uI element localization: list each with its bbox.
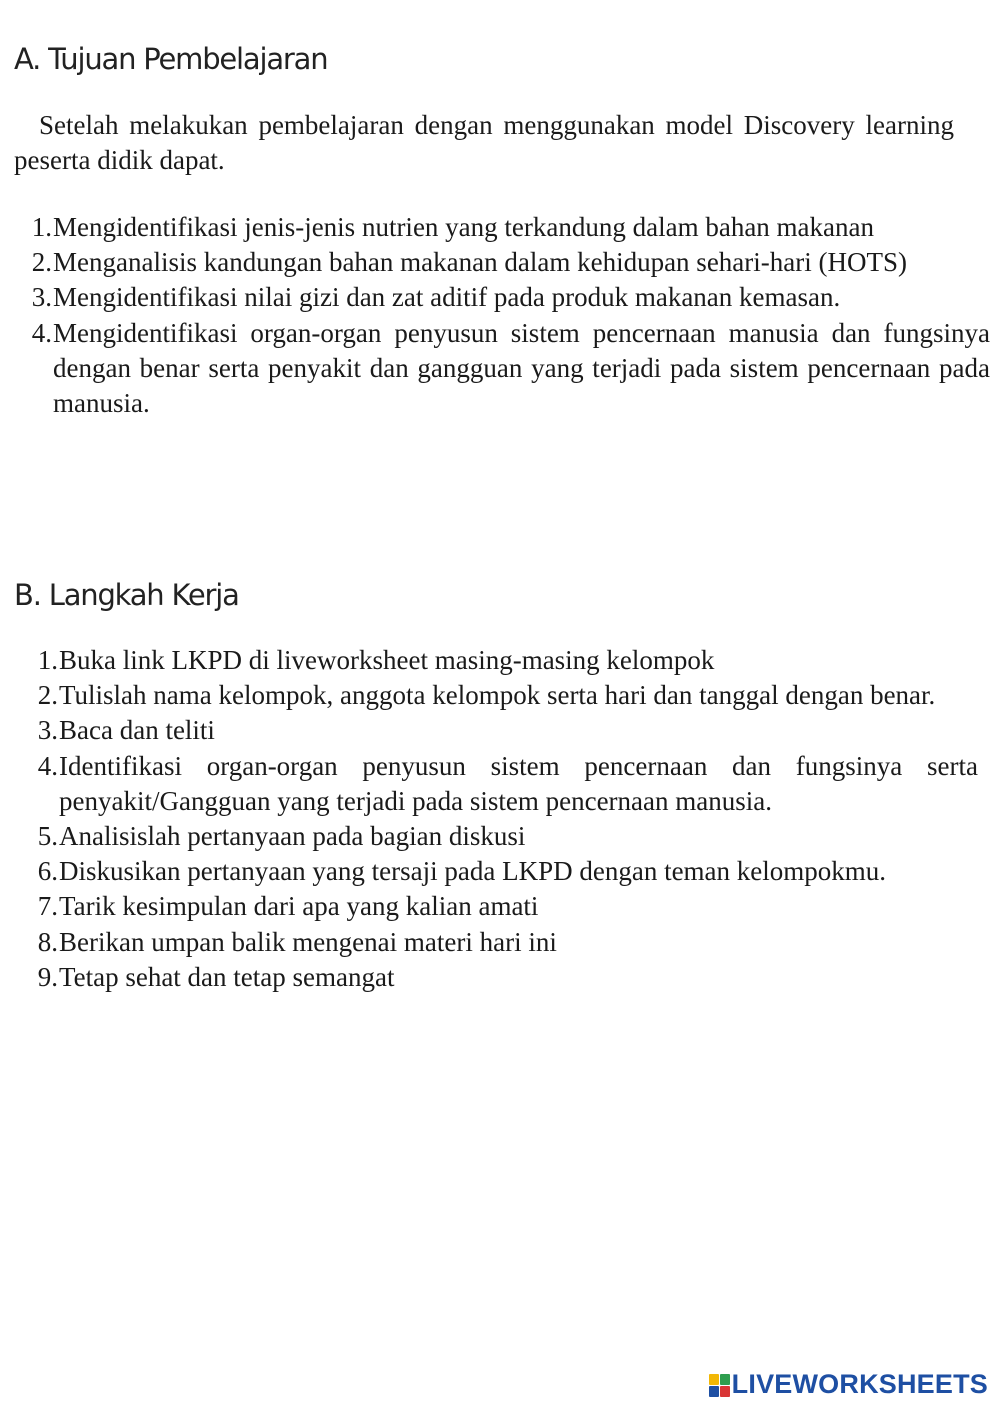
item-text: Analisislah pertanyaan pada bagian diskusi xyxy=(59,821,526,852)
item-number: 3. xyxy=(37,715,58,746)
item-number: 8. xyxy=(37,926,58,957)
item-number: 2. xyxy=(37,680,58,711)
item-text: Mengidentifikasi organ-organ penyusun sistem pencernaan manusia dan fungsinya dengan benar serta penyakit dan gangguan yang terjadi pada sistem pencernaan pada manusia. xyxy=(53,317,990,419)
logo-text: LIVEWORKSHEETS xyxy=(731,1369,988,1399)
section-a-title: A. Tujuan Pembelajaran xyxy=(14,42,328,76)
list-item xyxy=(20,925,978,960)
liveworksheets-logo-icon xyxy=(709,1374,729,1396)
item-text: Baca dan teliti xyxy=(59,715,215,746)
logo-tile-green xyxy=(720,1374,730,1385)
section-a-intro: Setelah melakukan pembelajaran dengan menggunakan model Discovery learning peserta didik dapat. xyxy=(14,110,954,175)
item-number: 1. xyxy=(31,212,52,242)
list-item xyxy=(20,316,990,422)
item-number: 4. xyxy=(31,317,52,348)
section-b-title: B. Langkah Kerja xyxy=(14,578,239,612)
item-number: 4. xyxy=(37,750,58,781)
liveworksheets-logo[interactable] xyxy=(709,1369,988,1400)
item-text: Tulislah nama kelompok, anggota kelompok serta hari dan tanggal dengan benar. xyxy=(59,680,936,711)
list-item xyxy=(20,210,990,245)
list-item xyxy=(20,749,978,819)
item-number: 7. xyxy=(37,891,58,922)
list-item xyxy=(20,643,978,678)
item-text: Tetap sehat dan tetap semangat xyxy=(59,961,395,992)
item-text: Tarik kesimpulan dari apa yang kalian amati xyxy=(59,891,539,922)
list-item xyxy=(20,889,978,924)
item-text: Diskusikan pertanyaan yang tersaji pada LKPD dengan teman kelompokmu. xyxy=(59,856,887,887)
item-text: Identifikasi organ-organ penyusun sistem pencernaan dan fungsinya serta penyakit/Gangguan yang terjadi pada sistem pencernaan manusia. xyxy=(59,750,978,816)
list-item xyxy=(20,245,990,280)
logo-tile-red xyxy=(720,1386,730,1397)
work-steps-list xyxy=(20,643,978,995)
objectives-list xyxy=(20,210,990,421)
list-item xyxy=(20,819,978,854)
list-item xyxy=(20,960,978,995)
item-number: 6. xyxy=(37,856,58,887)
item-number: 3. xyxy=(31,282,52,313)
item-number: 9. xyxy=(37,961,58,992)
list-item xyxy=(20,280,990,315)
list-item xyxy=(20,678,978,713)
list-item xyxy=(20,713,978,748)
item-text: Mengidentifikasi jenis-jenis nutrien yang terkandung dalam bahan makanan xyxy=(53,212,875,242)
logo-tile-yellow xyxy=(709,1374,719,1385)
item-text: Menganalisis kandungan bahan makanan dalam kehidupan sehari-hari (HOTS) xyxy=(53,247,907,278)
logo-tile-blue xyxy=(709,1386,719,1397)
item-number: 2. xyxy=(31,247,52,278)
item-text: Buka link LKPD di liveworksheet masing-masing kelompok xyxy=(59,645,715,675)
list-item xyxy=(20,854,978,889)
item-text: Mengidentifikasi nilai gizi dan zat aditif pada produk makanan kemasan. xyxy=(53,282,841,313)
item-number: 5. xyxy=(37,821,58,852)
item-number: 1. xyxy=(37,645,58,675)
item-text: Berikan umpan balik mengenai materi hari ini xyxy=(59,926,557,957)
